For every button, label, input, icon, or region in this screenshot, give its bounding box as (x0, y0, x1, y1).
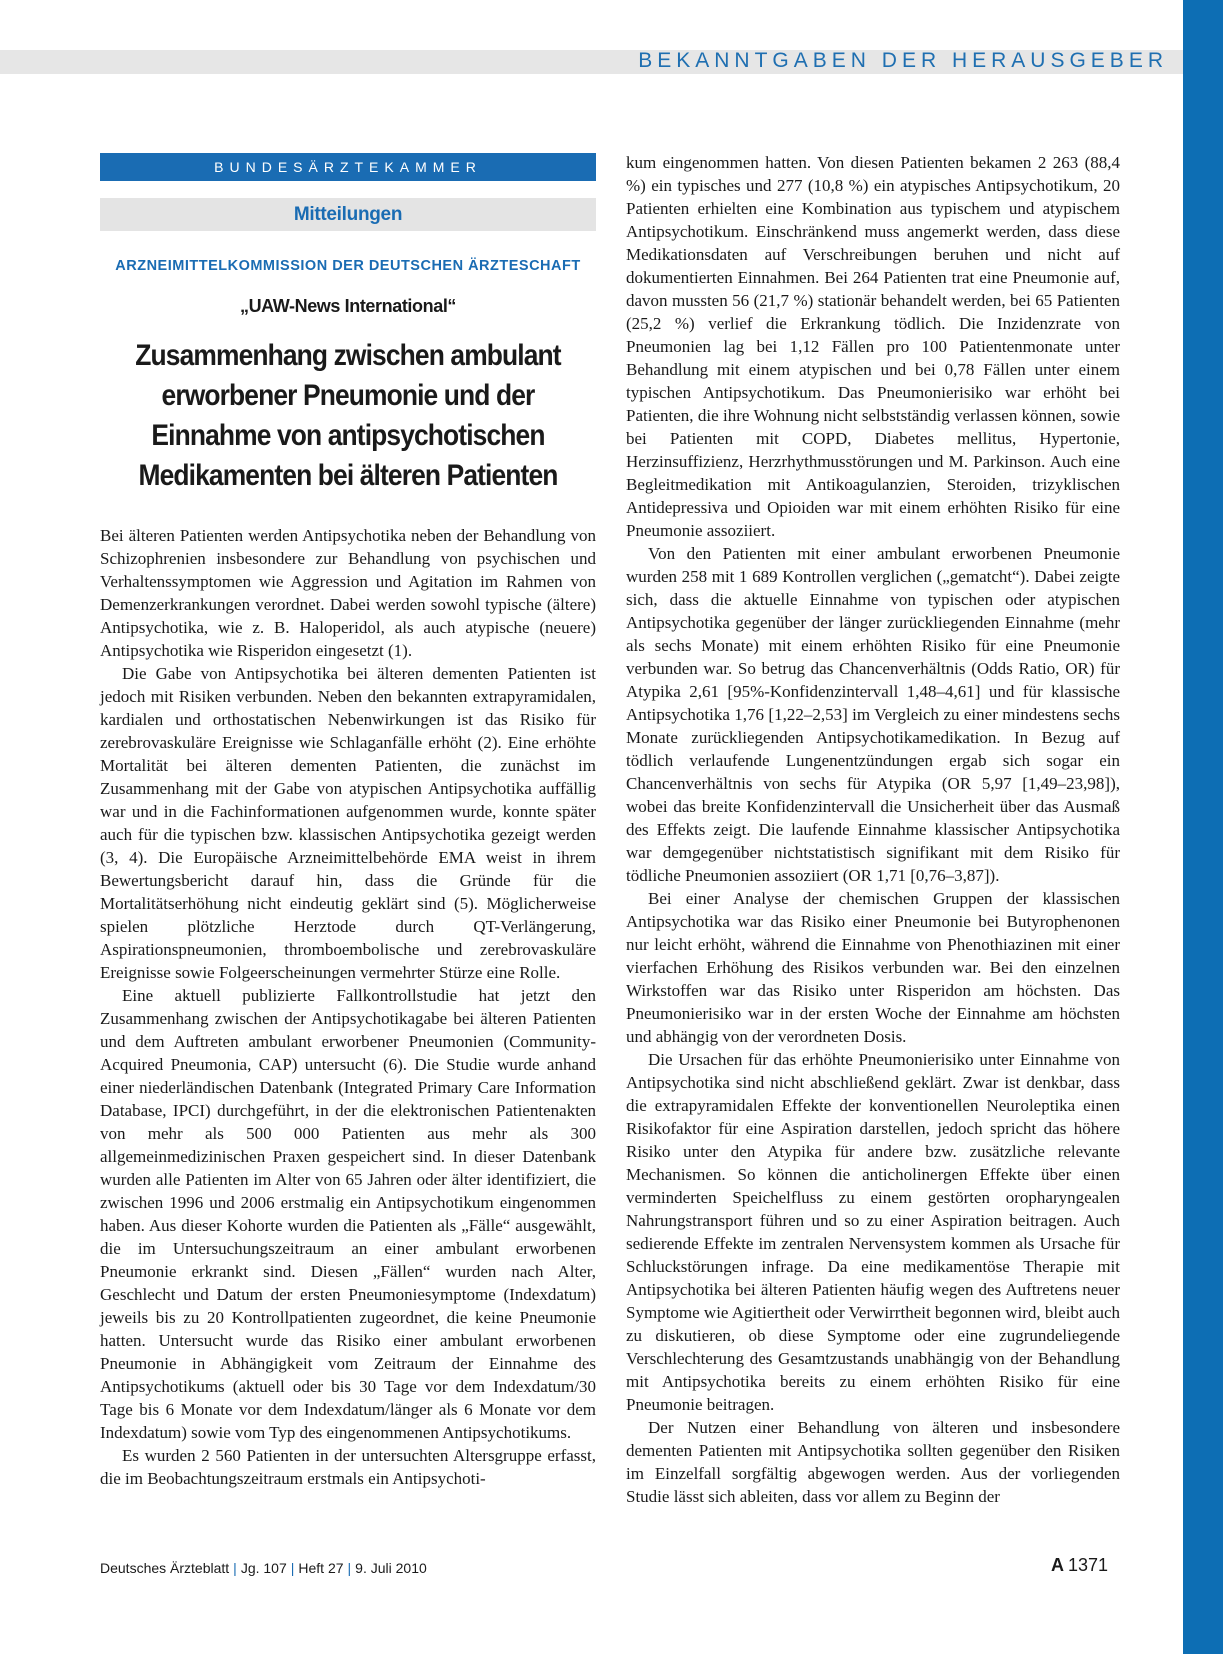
paragraph: Bei älteren Patienten werden Antipsychotika neben der Behandlung von Schizophrenien insbesondere zur Behandlung von psychischen und Verhaltenssymptomen wie Aggression und Agitation im Rahmen von Demenzerkrankungen verordnet. Dabei werden sowohl typische (ältere) Antipsychotika, wie z. B. Haloperidol, als auch atypische (neuere) Antipsychotika wie Risperidon eingesetzt (1). (100, 526, 596, 660)
right-edge-stripe (1183, 0, 1223, 1654)
journal-volume: Jg. 107 (240, 1560, 287, 1576)
body-column-right (626, 151, 1120, 1508)
headline-line: erworbener Pneumonie und der (161, 379, 535, 412)
journal-issue: Heft 27 (298, 1560, 344, 1576)
section-title: BEKANNTGABEN DER HERAUSGEBER (638, 49, 1168, 72)
organization-title: ARZNEIMITTELKOMMISSION DER DEUTSCHEN ÄRZTESCHAFT (115, 258, 581, 274)
series-title: „UAW-News International“ (239, 296, 457, 316)
headline-line: Einnahme von antipsychotischen (151, 419, 545, 452)
separator: | (233, 1560, 237, 1576)
footer-citation (100, 1560, 427, 1576)
page-number-value: 1371 (1067, 1555, 1108, 1575)
journal-date: 9. Juli 2010 (355, 1560, 427, 1576)
journal-name: Deutsches Ärzteblatt (100, 1560, 230, 1576)
paragraph: Es wurden 2 560 Patienten in der untersuchten Altersgruppe erfasst, die im Beobachtungszeitraum erstmals ein Antipsychoti- (100, 1446, 596, 1488)
paragraph: Eine aktuell publizierte Fallkontrollstudie hat jetzt den Zusammenhang zwischen der Antipsychotikagabe bei älteren Patienten und dem Auftreten ambulant erworbener Pneumonien (Community-Acquired Pneumonia, CAP) untersucht (6). Die Studie wurde anhand einer niederländischen Datenbank (Integrated Primary Care Information Database, IPCI) durchgeführt, in der die elektronischen Patientenakten von mehr als 500 000 Patienten aus mehr als 300 allgemeinmedizinischen Praxen gespeichert sind. In dieser Datenbank wurden alle Patienten im Alter von 65 Jahren oder älter identifiziert, die zwischen 1996 und 2006 erstmalig ein Antipsychotikum eingenommen haben. Aus dieser Kohorte wurden die Patienten als „Fälle“ ausgewählt, die im Untersuchungszeitraum an einer ambulant erworbenen Pneumonie erkrankt sind. Diesen „Fällen“ wurden nach Alter, Geschlecht und Datum der ersten Pneumoniesymptome (Indexdatum) jeweils bis zu 20 Kontrollpatienten zugeordnet, die keine Pneumonie hatten. Untersucht wurde das Risiko einer ambulant erworbenen Pneumonie in Abhängigkeit vom Zeitraum der Einnahme des Antipsychotikums (aktuell oder bis 30 Tage vor dem Indexdatum/30 Tage bis 6 Monate vor dem Indexdatum/länger als 6 Monate vor dem Indexdatum) sowie vom Typ des eingenommenen Antipsychotikums. (100, 986, 596, 1442)
paragraph: Von den Patienten mit einer ambulant erworbenen Pneumonie wurden 258 mit 1 689 Kontrollen verglichen („gematcht“). Dabei zeigte sich, dass die aktuelle Einnahme von typischen oder atypischen Antipsychotika gegenüber der länger zurückliegenden Einnahme (mehr als sechs Monate) mit einem erhöhten Risiko für eine Pneumonie verbunden war. So betrug das Chancenverhältnis (Odds Ratio, OR) für Atypika 2,61 [95%-Konfidenzintervall 1,48–4,61] und für klassische Antipsychotika 1,76 [1,22–2,53] im Vergleich zu einer mindestens sechs Monate zurückliegenden Antipsychotikamedikation. In Bezug auf tödlich verlaufende Lungenentzündungen ergab sich sogar ein Chancenverhältnis von sechs für Atypika (OR 5,97 [1,49–23,98]), wobei das breite Konfidenzintervall die Unsicherheit über das Ausmaß des Effekts zeigt. Die laufende Einnahme klassischer Antipsychotika war demgegenüber nichtstatistisch signifikant mit dem Risiko für tödliche Pneumonien assoziiert (OR 1,71 [0,76–3,87]). (626, 544, 1120, 885)
paragraph: Der Nutzen einer Behandlung von älteren und insbesondere dementen Patienten mit Antipsychotika sollten gegenüber den Risiken im Einzelfall sorgfältig abgewogen werden. Aus der vorliegenden Studie lässt sich ableiten, dass vor allem zu Beginn der (626, 1418, 1120, 1506)
page-number (1051, 1555, 1108, 1576)
body-column-left (100, 524, 596, 1490)
separator: | (290, 1560, 295, 1576)
paragraph: Bei einer Analyse der chemischen Gruppen der klassischen Antipsychotika war das Risiko einer Pneumonie bei Butyrophenonen nur leicht erhöht, während die Einnahme von Phenothiazinen mit einer vierfachen Erhöhung des Risikos verbunden war. Bei den einzelnen Wirkstoffen war das Risiko unter Risperidon am höchsten. Das Pneumonierisiko war in der ersten Woche der Einnahme am höchsten und abhängig von der verordneten Dosis. (626, 889, 1120, 1046)
paragraph: Die Ursachen für das erhöhte Pneumonierisiko unter Einnahme von Antipsychotika sind nicht abschließend geklärt. Zwar ist denkbar, dass die extrapyramidalen Effekte der konventionellen Neuroleptika einen Risikofaktor für eine Aspiration darstellen, jedoch spricht das höhere Risiko unter den Atypika für andere bzw. zusätzliche relevante Mechanismen. So können die anticholinergen Effekte über einen verminderten Speichelfluss zu einem gestörten oropharyngealen Nahrungstransport führen und so zu einer Aspiration beitragen. Auch sedierende Effekte im zentralen Nervensystem kommen als Ursache für Schluckstörungen infrage. Da eine medikamentöse Therapie mit Antipsychotika bei älteren Patienten häufig wegen des Auftretens neuer Symptome wie Agitiertheit oder Verwirrtheit begonnen wird, bleibt auch zu diskutieren, ob diese Symptome oder eine zugrundeliegende Verschlechterung des Gesamtzustands unabhängig von der Behandlung mit Antipsychotika bereits zu einem erhöhten Risiko für eine Pneumonie beitragen. (626, 1050, 1120, 1414)
paragraph: kum eingenommen hatten. Von diesen Patienten bekamen 2 263 (88,4 %) ein typisches und 277 (10,8 %) ein atypisches Antipsychotikum, 20 Patienten erhielten eine Kombination aus typischem und atypischem Antipsychotikum. Einschränkend muss angemerkt werden, dass diese Medikationsdaten auf Verschreibungen beruhen und nicht auf dokumentierten Einnahmen. Bei 264 Patienten trat eine Pneumonie auf, davon mussten 56 (21,7 %) stationär behandelt werden, bei 65 Patienten (25,2 %) verlief die Erkrankung tödlich. Die Inzidenzrate von Pneumonien lag bei 1,12 Fällen pro 100 Patientenmonate unter Behandlung mit einem atypischen und bei 0,78 Fällen unter einem typischen Antipsychotikum. Das Pneumonierisiko war erhöht bei Patienten, die ihre Wohnung nicht selbstständig verlassen können, sowie bei Patienten mit COPD, Diabetes mellitus, Hypertonie, Herzinsuffizienz, Herzrhythmusstörungen und M. Parkinson. Auch eine Begleitmedikation mit Antikoagulanzien, Steroiden, trizyklischen Antidepressiva und Opioiden war mit einem erhöhten Risiko für eine Pneumonie assoziiert. (626, 153, 1120, 540)
institution-bar: BUNDESÄRZTEKAMMER (100, 153, 596, 181)
page-prefix: A (1050, 1555, 1064, 1575)
headline-line: Medikamenten bei älteren Patienten (138, 459, 558, 492)
category-bar: Mitteilungen (100, 198, 596, 231)
headline-line: Zusammenhang zwischen ambulant (135, 339, 561, 372)
paragraph: Die Gabe von Antipsychotika bei älteren dementen Patienten ist jedoch mit Risiken verbunden. Neben den bekannten extrapyramidalen, kardialen und orthostatischen Nebenwirkungen ist das Risiko für zerebrovaskuläre Ereignisse wie Schlaganfälle erhöht (2). Eine erhöhte Mortalität bei älteren dementen Patienten, die zunächst im Zusammenhang mit der Gabe von atypischen Antipsychotika auffällig war und in die Fachinformationen aufgenommen wurde, konnte später auch für die typischen bzw. klassischen Antipsychotika gezeigt werden (3, 4). Die Europäische Arzneimittelbehörde EMA weist in ihrem Bewertungsbericht darauf hin, dass die Gründe für die Mortalitätserhöhung nicht eindeutig geklärt sind (5). Möglicherweise spielen plötzliche Herztode durch QT-Verlängerung, Aspirationspneumonien, thromboembolische und zerebrovaskuläre Ereignisse sowie Folgeerscheinungen vermehrter Stürze eine Rolle. (100, 664, 596, 982)
separator: | (347, 1560, 352, 1576)
article-headline (130, 336, 566, 496)
